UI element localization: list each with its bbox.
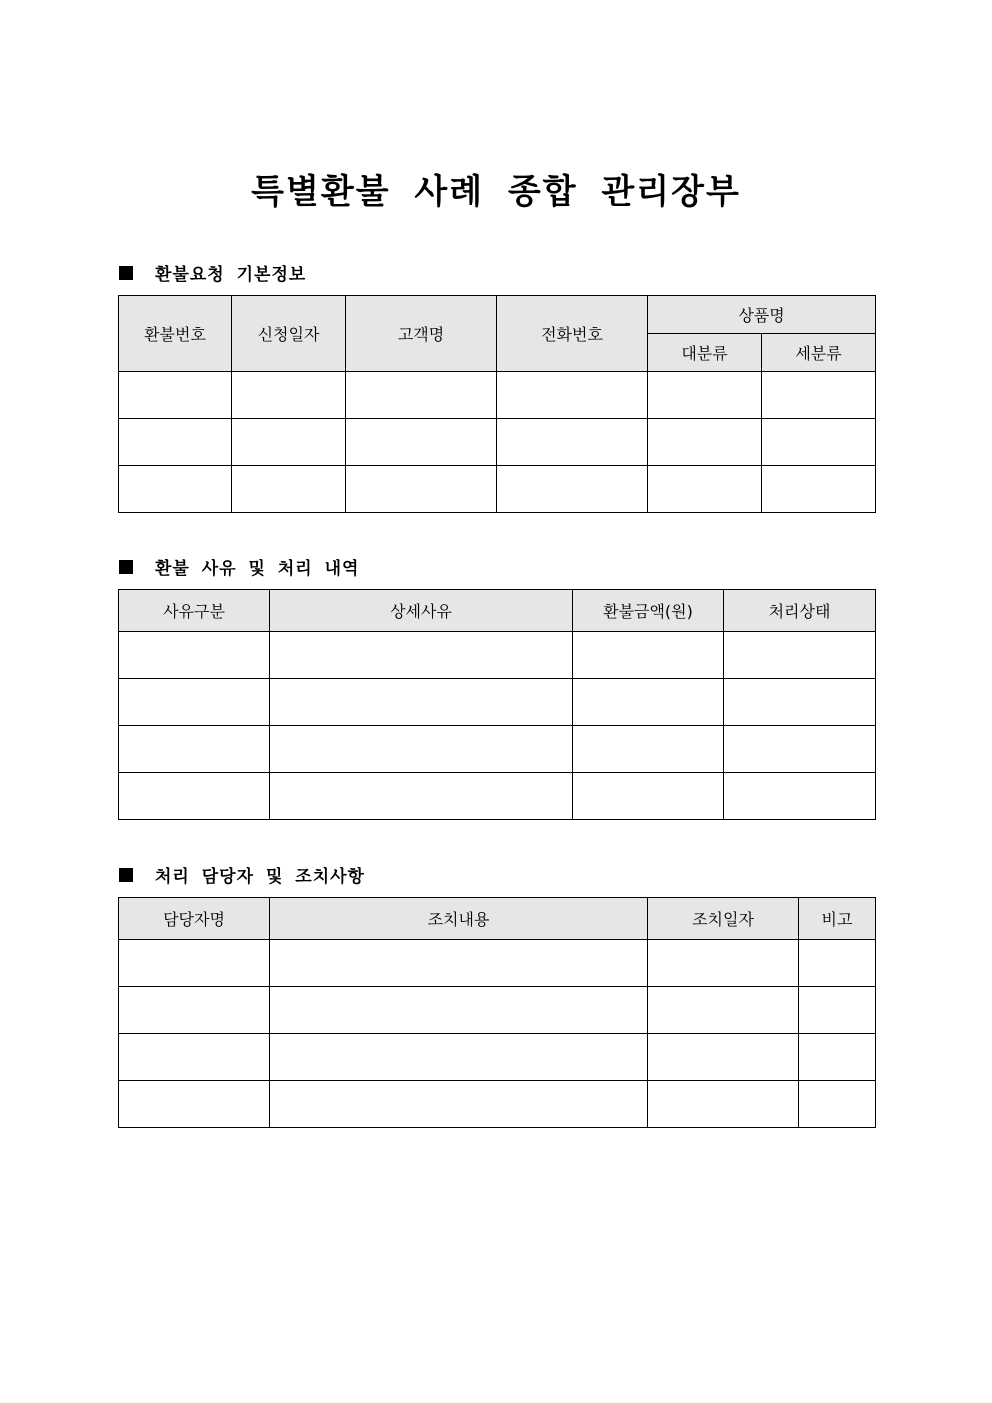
refund-reason-table <box>118 589 876 820</box>
header-minor-category: 세분류 <box>762 334 876 372</box>
section-heading-label: 환불 사유 및 처리 내역 <box>155 559 360 579</box>
header-action-content: 조치내용 <box>270 898 648 940</box>
cell[interactable] <box>648 466 762 513</box>
cell[interactable] <box>762 466 876 513</box>
cell[interactable] <box>119 679 270 726</box>
cell[interactable] <box>346 466 497 513</box>
table-row <box>119 1081 876 1128</box>
cell[interactable] <box>232 372 346 419</box>
table-row <box>119 419 876 466</box>
section-heading-label: 환불요청 기본정보 <box>155 265 307 285</box>
header-reason-type: 사유구분 <box>119 590 270 632</box>
cell[interactable] <box>119 726 270 773</box>
cell[interactable] <box>762 419 876 466</box>
cell[interactable] <box>270 773 573 820</box>
cell[interactable] <box>232 466 346 513</box>
cell[interactable] <box>270 726 573 773</box>
header-refund-amount: 환불금액(원) <box>573 590 724 632</box>
cell[interactable] <box>762 372 876 419</box>
header-process-status: 처리상태 <box>724 590 876 632</box>
header-apply-date: 신청일자 <box>232 296 346 372</box>
cell[interactable] <box>648 1034 799 1081</box>
cell[interactable] <box>724 632 876 679</box>
section-heading-basic-info <box>119 260 306 285</box>
cell[interactable] <box>799 987 876 1034</box>
cell[interactable] <box>270 632 573 679</box>
header-customer: 고객명 <box>346 296 497 372</box>
table-row <box>119 773 876 820</box>
cell[interactable] <box>724 726 876 773</box>
header-handler-name: 담당자명 <box>119 898 270 940</box>
square-bullet-icon <box>119 266 133 280</box>
cell[interactable] <box>799 1081 876 1128</box>
cell[interactable] <box>497 372 648 419</box>
header-phone: 전화번호 <box>497 296 648 372</box>
table-row <box>119 940 876 987</box>
cell[interactable] <box>648 372 762 419</box>
cell[interactable] <box>119 419 232 466</box>
table-row <box>119 466 876 513</box>
cell[interactable] <box>648 1081 799 1128</box>
cell[interactable] <box>648 987 799 1034</box>
section-heading-handler-actions <box>119 862 365 887</box>
header-action-date: 조치일자 <box>648 898 799 940</box>
header-remarks: 비고 <box>799 898 876 940</box>
cell[interactable] <box>119 773 270 820</box>
table-row <box>119 632 876 679</box>
cell[interactable] <box>270 940 648 987</box>
table-row <box>119 372 876 419</box>
square-bullet-icon <box>119 560 133 574</box>
cell[interactable] <box>119 987 270 1034</box>
cell[interactable] <box>119 632 270 679</box>
handler-actions-table <box>118 897 876 1128</box>
cell[interactable] <box>573 773 724 820</box>
header-refund-no: 환불번호 <box>119 296 232 372</box>
cell[interactable] <box>270 987 648 1034</box>
header-product: 상품명 <box>648 296 876 334</box>
table-row <box>119 679 876 726</box>
basic-info-table <box>118 295 876 513</box>
cell[interactable] <box>573 679 724 726</box>
cell[interactable] <box>497 419 648 466</box>
cell[interactable] <box>119 1081 270 1128</box>
cell[interactable] <box>573 726 724 773</box>
cell[interactable] <box>119 466 232 513</box>
cell[interactable] <box>346 419 497 466</box>
cell[interactable] <box>573 632 724 679</box>
cell[interactable] <box>270 1034 648 1081</box>
cell[interactable] <box>799 1034 876 1081</box>
cell[interactable] <box>270 1081 648 1128</box>
cell[interactable] <box>119 372 232 419</box>
cell[interactable] <box>724 679 876 726</box>
section-heading-label: 처리 담당자 및 조치사항 <box>155 867 365 887</box>
cell[interactable] <box>119 940 270 987</box>
cell[interactable] <box>346 372 497 419</box>
table-row <box>119 987 876 1034</box>
cell[interactable] <box>724 773 876 820</box>
cell[interactable] <box>119 1034 270 1081</box>
table-row <box>119 1034 876 1081</box>
table-row <box>119 726 876 773</box>
cell[interactable] <box>648 419 762 466</box>
cell[interactable] <box>232 419 346 466</box>
cell[interactable] <box>799 940 876 987</box>
document-title: 특별환불 사례 종합 관리장부 <box>251 172 741 212</box>
header-major-category: 대분류 <box>648 334 762 372</box>
cell[interactable] <box>648 940 799 987</box>
cell[interactable] <box>497 466 648 513</box>
square-bullet-icon <box>119 868 133 882</box>
cell[interactable] <box>270 679 573 726</box>
section-heading-refund-reason <box>119 554 359 579</box>
header-reason-detail: 상세사유 <box>270 590 573 632</box>
